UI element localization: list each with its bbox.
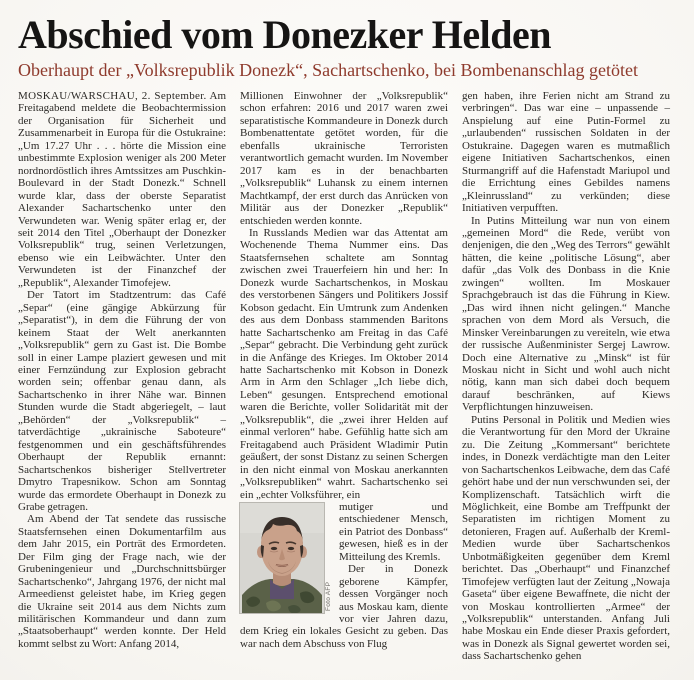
paragraph-continued: mutiger und entschiedener Mensch, ein Patriot des Donbass“ gewesen, hieß es in der Mitteilung des Kremls. — [339, 500, 448, 563]
paragraph: Am Abend der Tat sendete das russische Staatsfernsehen einen Dokumentarfilm aus dem Jahr 2015, ein Porträt des Ermordeten. Der Film ging der Frage nach, wie der Grubeningenieur und „Durchschnittsbürger Sachartschenko“, Jahrgang 1976, der nicht mal Armeedienst geleistet habe, im Krieg gegen die Ukraine seit 2014 aus dem Nichts zum militärischen Kommandeur und dann zum „Staatsoberhaupt“ werden konnte. Der Held kommt selbst zu Wort: Anfang 2014, — [18, 513, 226, 650]
portrait-illustration — [240, 503, 324, 613]
photo-text-wrap — [240, 501, 448, 650]
column-2 — [240, 90, 448, 678]
paragraph: Der Tatort im Stadtzentrum: das Café „Separ“ (eine gängige Abkürzung für „Separatist“), in dem die Führung der von keinem Staat der Welt anerkannten „Volksrepublik“ gern zu Gast ist. Die Bombe soll in einer Lampe plaziert gewesen und mit einer Fernzündung zur Explosion gebracht worden sein; offenbar genau dann, als Sachartschenko in ihrer Nähe war. Binnen Stunden wurde die Stadt abgeriegelt, – laut „Behörden“ der „Volksrepublik“ – tatverdächtige „ukrainische Saboteure“ festgenommen und ein geschäftsführendes Oberhaupt der Republik ernannt: Sachartschenkos bisheriger Stellvertreter Dmytro Trapesnikow. Schon am Sonntag wurde das ermordete Oberhaupt in Donezk zu Grabe getragen. — [18, 289, 226, 513]
paragraph: Putins Personal in Politik und Medien wies die Verantwortung für den Mord der Ukraine zu. Die Zeitung „Kommersant“ berichtete indes, in Donezk verdächtigte man den Leiter von Sachartschenkos Leibwache, dem das Café gehört habe und der nun verschwunden sei, der Komplizenschaft. Tatsächlich wirft die Möglichkeit, eine Bombe am Treffpunkt der Separatisten im richtigen Moment zu detonieren, Fragen auf. Außerhalb der Kreml-Medien wurde über Sachartschenkos Unbotmäßigkeiten gegenüber dem Kreml berichtet. Das „Oberhaupt“ und Finanzchef Timofejew verfügten laut der Zeitung „Nowaja Gaseta“ über eigene Bewaffnete, die nicht der von Moskau kontrollierten „Armee“ der „Volksrepublik“ unterstanden. Anfang Juli habe Moskau ein Ende dieser Praxis gefordert, was in Donezk als Signal gewertet worden sei, dass Sachartschenko gehen — [462, 413, 670, 663]
paragraph: In Russlands Medien war das Attentat am Wochenende Thema Nummer eins. Das Staatsfernsehen schaltete am Sonntag zwischen zwei Trauerfeiern hin und her: In Donezk wurde Sachartschenkos, in Moskau des verstorbenen Sängers und Politikers Jossif Kobson gedacht. Ein Umtrunk zum Andenken des aus dem Donbass stammenden Baritons hatte Sachartschenko am Freitag in das Café „Separ“ gebracht. Die Verbindung geht zurück in die Anfänge des Krieges. Im Oktober 2014 hatte Sachartschenko mit Kobson in Donezk Arm in Arm den Schlager „Ich liebe dich, Leben“ gesungen. Entsprechend emotional waren die Berichte, voller Solidarität mit der „Volksrepublik“, die „zwei ihrer Helden auf einmal verloren“ habe. Gefühlig hatte sich am Freitagabend auch Präsident Wladimir Putin geäußert, der sonst Distanz zu seinen Schergen in den nicht einmal von Moskau anerkannten „Volksrepubliken“ wahrt. Sachartschenko sei ein „echter Volksführer, ein — [240, 226, 448, 501]
portrait-photo-sachartschenko — [240, 503, 333, 613]
article-body — [18, 90, 678, 678]
article-headline: Abschied vom Donezker Helden — [18, 12, 552, 57]
paragraph-lead — [18, 90, 226, 289]
paragraph: In Putins Mitteilung war nun von einem „gemeinen Mord“ die Rede, verübt von denjenigen, die den „Weg des Terrors“ gewählt hätten, die keine „politische Lösung“, aber dafür „das Volk des Donbass in die Knie zwingen“ wollten. Im Moskauer Sprachgebrauch ist das die Führung in Kiew. „Das wird ihnen nicht gelingen.“ Manche sprachen von dem Mord als Versuch, die Minsker Vereinbarungen zu vereiteln, wie etwa der russische Außenminister Sergej Lawrow. Doch eine Alternative zu „Minsk“ ist für Moskau nicht in Sicht und wohl auch nicht nötig, kann man sich dabei doch bequem darauf beschränken, auf Kiews Verpflichtungen hinzuweisen. — [462, 214, 670, 414]
paragraph-continued: Millionen Einwohner der „Volksrepublik“ schon erfahren: 2016 und 2017 waren zwei separatistische Kommandeure in Donezk durch Bombenattentate getötet worden, für die ebenfalls ukrainische Terroristen verantwortlich gemacht wurden. Im November 2017 kam es in der benachbarten „Volksrepublik“ Luhansk zu einem internen Machtkampf, der erst durch das Anrücken von Militär aus der Donezker „Republik“ entschieden werden konnte. — [240, 90, 448, 227]
article-subheadline: Oberhaupt der „Volksrepublik Donezk“, Sachartschenko, bei Bombenanschlag getötet — [18, 60, 638, 80]
dateline: MOSKAU/WARSCHAU, 2. September. — [18, 90, 207, 102]
paragraph-continued: gen haben, ihre Ferien nicht am Strand zu verbringen“. Das war eine – unpassende – Anspielung auf eine Putin-Formel zu „urlaubenden“ russischen Soldaten in der Ostukraine. Dagegen waren es mutmaßlich eigene Initiativen Sachartschenkos, einen Sturmangriff auf die Hafenstadt Mariupol und die Errichtung eines Gebildes namens „Kleinrussland“ zu verkünden; diese Initiativen verpufften. — [462, 90, 670, 215]
paragraph-text: Am Freitagabend meldete die Beobachtermission der Organisation für Sicherheit und Zusammenarbeit in Europa für die Ostukraine: „Um 17.27 Uhr . . . hörte die Mission eine unbestimmte Explosion weniger als 200 Meter nordnordöstlich ihres Amtssitzes am Puschkin-Boulevard in der Stadt Donezk.“ Schnell wurde klar, dass der oberste Separatist Alexander Sachartschenko unter den Verwundeten war. Wenig später erlag er, der seit 2014 den Titel „Oberhaupt der Donezker Volksrepublik“ trug, seinen Verletzungen, ebenso wie ein Leibwächter. Unter den Verwundeten ist der Finanzchef der „Republik“, Alexander Timofejew. — [18, 90, 226, 289]
column-1 — [18, 90, 226, 678]
portrait-photo-image — [240, 503, 324, 613]
column-3 — [462, 90, 670, 678]
photo-credit: Foto AFP — [325, 581, 332, 611]
paragraph: Der in Donezk geborene Kämpfer, dessen Vorgänger noch aus Moskau kam, diente vor vier Jahren dazu, dem Krieg ein lokales Gesicht zu geben. Das war nach dem Abschuss von Flug — [240, 563, 448, 650]
